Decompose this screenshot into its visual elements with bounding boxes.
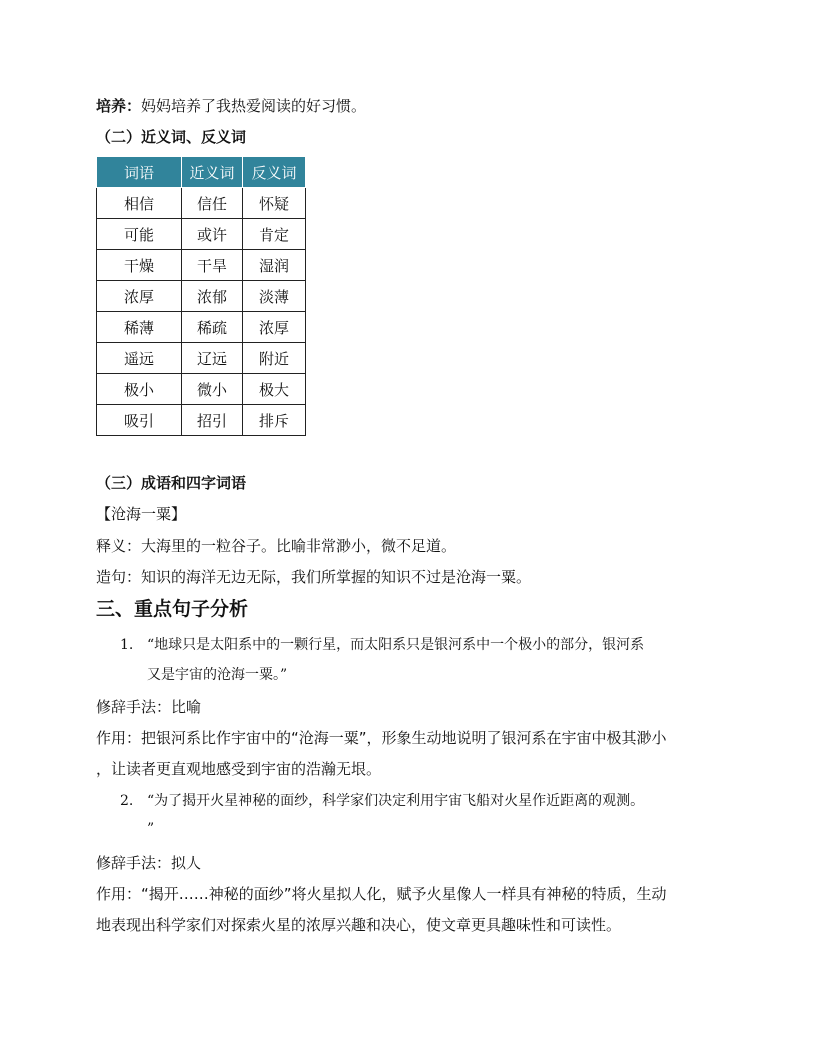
table-cell: 干旱	[182, 250, 243, 281]
header-antonym: 反义词	[243, 157, 306, 188]
table-cell: 浓郁	[182, 281, 243, 312]
table-row	[97, 250, 306, 281]
table-cell: 微小	[182, 374, 243, 405]
idiom-title: 【沧海一粟】	[96, 505, 187, 523]
cultivate-sentence: 妈妈培养了我热爱阅读的好习惯。	[141, 97, 367, 115]
table-cell: 干燥	[97, 250, 182, 281]
table-cell: 肯定	[243, 219, 306, 250]
sentence-quote-cont: 又是宇宙的沧海一粟。”	[147, 667, 288, 683]
table-row	[97, 343, 306, 374]
table-header-row	[97, 157, 306, 188]
idiom-meaning: 释义：大海里的一粒谷子。比喻非常渺小，微不足道。	[96, 537, 457, 555]
table-cell: 浓厚	[243, 312, 306, 343]
sentence-quote: “地球只是太阳系中的一颗行星，而太阳系只是银河系中一个极小的部分，银河系	[147, 637, 645, 653]
sentence-number: 2.	[120, 793, 134, 809]
heading-key-sentences: 三、重点句子分析	[96, 598, 249, 620]
sentence-number: 1.	[120, 637, 134, 653]
rhetoric-label: 修辞手法：比喻	[96, 698, 202, 716]
table-cell: 辽远	[182, 343, 243, 374]
table-row	[97, 312, 306, 343]
table-cell: 稀薄	[97, 312, 182, 343]
table-cell: 排斥	[243, 405, 306, 436]
table-cell: 吸引	[97, 405, 182, 436]
table-cell: 淡薄	[243, 281, 306, 312]
table-cell: 信任	[182, 188, 243, 219]
sentence-quote: “为了揭开火星神秘的面纱，科学家们决定利用宇宙飞船对火星作近距离的观测。	[147, 793, 645, 809]
table-cell: 极大	[243, 374, 306, 405]
synonym-antonym-table	[96, 156, 306, 436]
table-row	[97, 281, 306, 312]
section2-title: （二）近义词、反义词	[96, 128, 247, 146]
table-cell: 湿润	[243, 250, 306, 281]
table-cell: 或许	[182, 219, 243, 250]
rhetoric-label: 修辞手法：拟人	[96, 854, 202, 872]
idiom-example: 造句：知识的海洋无边无际，我们所掌握的知识不过是沧海一粟。	[96, 568, 532, 586]
table-row	[97, 219, 306, 250]
section3-title: （三）成语和四字词语	[96, 474, 247, 492]
cultivate-term: 培养：	[96, 97, 142, 115]
table-row	[97, 188, 306, 219]
table-cell: 可能	[97, 219, 182, 250]
sentence-quote-cont: ”	[147, 821, 155, 837]
table-cell: 相信	[97, 188, 182, 219]
table-row	[97, 374, 306, 405]
effect-text: 作用：“揭开……神秘的面纱”将火星拟人化，赋予火星像人一样具有神秘的特质，生动	[96, 885, 667, 903]
header-synonym: 近义词	[182, 157, 243, 188]
table-cell: 稀疏	[182, 312, 243, 343]
cultivate-line	[96, 96, 366, 116]
effect-text-cont: ，让读者更直观地感受到宇宙的浩瀚无垠。	[96, 760, 382, 778]
table-cell: 浓厚	[97, 281, 182, 312]
table-cell: 招引	[182, 405, 243, 436]
effect-text-cont: 地表现出科学家们对探索火星的浓厚兴趣和决心，使文章更具趣味性和可读性。	[96, 916, 622, 934]
table-cell: 怀疑	[243, 188, 306, 219]
table-cell: 极小	[97, 374, 182, 405]
table-cell: 附近	[243, 343, 306, 374]
header-word: 词语	[97, 157, 182, 188]
effect-text: 作用：把银河系比作宇宙中的“沧海一粟”，形象生动地说明了银河系在宇宙中极其渺小	[96, 729, 667, 747]
table-cell: 遥远	[97, 343, 182, 374]
table-row	[97, 405, 306, 436]
